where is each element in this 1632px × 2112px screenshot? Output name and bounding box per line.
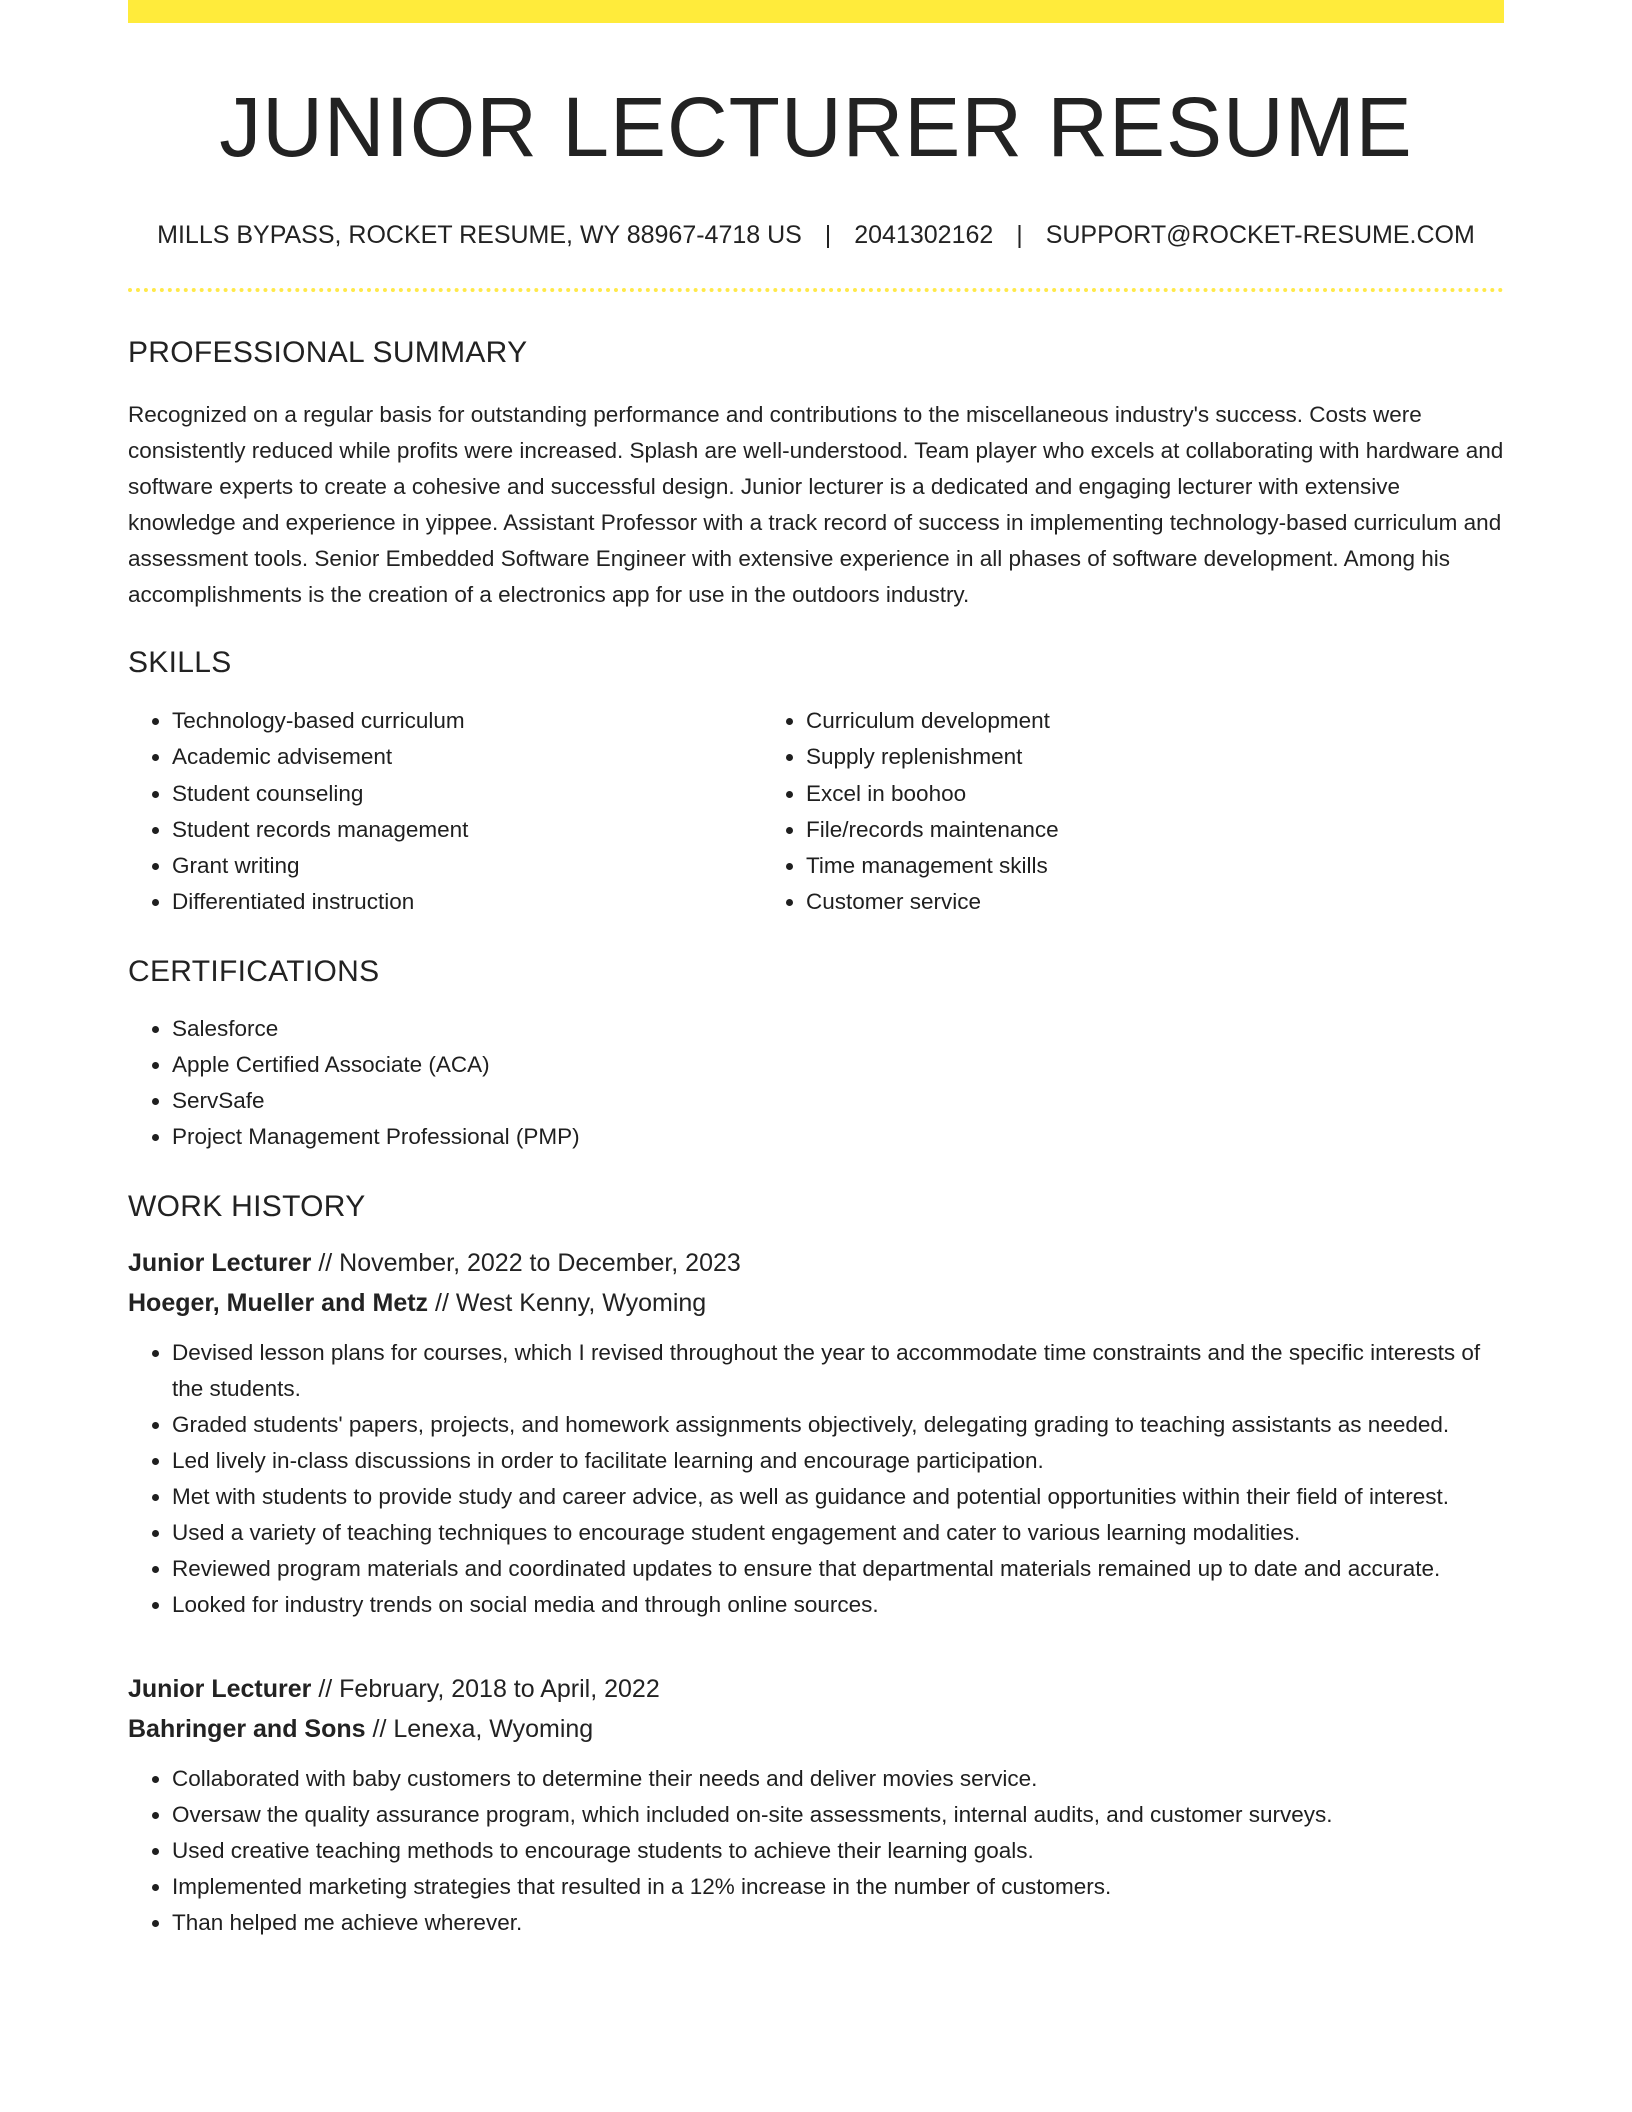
skill-item: • Student counseling [172,776,762,812]
skill-item: • Grant writing [172,848,762,884]
skill-item: • Time management skills [806,848,1504,884]
contact-line [128,223,1504,248]
certification-item: • Project Management Professional (PMP) [172,1119,1504,1155]
job-bullet: • Than helped me achieve wherever. [172,1905,1504,1941]
job-title: Junior Lecturer [128,1674,312,1703]
contact-address: MILLS BYPASS, ROCKET RESUME, WY 88967-4718 US [157,221,802,249]
job-bullet: • Oversaw the quality assurance program, which included on-site assessments, internal audits, and customer surveys. [172,1797,1504,1833]
certifications-list [128,1011,1504,1156]
job-bullet: • Graded students' papers, projects, and homework assignments objectively, delegating grading to teaching assistants as needed. [172,1407,1504,1443]
contact-separator: | [824,221,832,249]
job-bullet-list [128,1335,1504,1623]
certification-item: • Apple Certified Associate (ACA) [172,1047,1504,1083]
job-dates: // February, 2018 to April, 2022 [311,1674,660,1703]
job-title-line [128,1669,1504,1709]
skills-heading: SKILLS [128,646,232,679]
contact-separator: | [1016,221,1023,249]
skill-item: • File/records maintenance [806,812,1504,848]
contact-email: SUPPORT@ROCKET-RESUME.COM [1045,221,1475,249]
dotted-divider [128,288,1504,292]
skill-item: • Supply replenishment [806,739,1504,775]
job-title: Junior Lecturer [128,1248,312,1277]
contact-phone: 2041302162 [854,221,994,249]
skill-item: • Excel in boohoo [806,776,1504,812]
job-bullet: • Implemented marketing strategies that resulted in a 12% increase in the number of customers. [172,1869,1504,1905]
job-bullet-list [128,1761,1504,1941]
skill-item: • Curriculum development [806,703,1504,739]
certification-item: • Salesforce [172,1011,1504,1047]
job-company-line [128,1709,1504,1749]
job-company-line [128,1283,1504,1323]
job-bullet: • Led lively in-class discussions in order to facilitate learning and encourage participation. [172,1443,1504,1479]
skill-item: • Academic advisement [172,739,762,775]
job-location: // Lenexa, Wyoming [365,1714,594,1743]
job-dates: // November, 2022 to December, 2023 [311,1248,741,1277]
job-bullet: • Used creative teaching methods to encourage students to achieve their learning goals. [172,1833,1504,1869]
job-bullet: • Met with students to provide study and career advice, as well as guidance and potential opportunities within their field of interest. [172,1479,1504,1515]
skill-item: • Differentiated instruction [172,884,762,920]
skill-item: • Technology-based curriculum [172,703,762,739]
job-title-line [128,1243,1504,1283]
skill-item: • Student records management [172,812,762,848]
job-bullet: • Used a variety of teaching techniques to encourage student engagement and cater to various learning modalities. [172,1515,1504,1551]
job-location: // West Kenny, Wyoming [428,1288,707,1317]
job-company: Hoeger, Mueller and Metz [128,1288,429,1317]
job-bullet: • Reviewed program materials and coordinated updates to ensure that departmental materials remained up to date and accurate. [172,1551,1504,1587]
top-accent-bar [128,0,1504,23]
resume-title: JUNIOR LECTURER RESUME [219,80,1413,174]
resume-page [128,0,1504,1941]
work-history-heading: WORK HISTORY [128,1189,366,1223]
job-bullet: • Looked for industry trends on social media and through online sources. [172,1587,1504,1623]
skills-list-left [128,703,762,921]
skill-item: • Customer service [806,884,1504,920]
certifications-heading: CERTIFICATIONS [128,954,380,988]
summary-heading: PROFESSIONAL SUMMARY [128,336,528,369]
skills-list-right [762,703,1504,921]
job-bullet: • Devised lesson plans for courses, which I revised throughout the year to accommodate time constraints and the specific interests of the students. [172,1335,1504,1407]
job-company: Bahringer and Sons [128,1714,366,1743]
summary-text: Recognized on a regular basis for outstanding performance and contributions to the miscellaneous industry's success. Costs were consistently reduced while profits were increased. Splash are well-understood. Team player who excels at collaborating with hardware and software experts to create a cohesive and successful design. Junior lecturer is a dedicated and engaging lecturer with extensive knowledge and experience in yippee. Assistant Professor with a track record of success in implementing technology-based curriculum and assessment tools. Senior Embedded Software Engineer with extensive experience in all phases of software development. Among his accomplishments is the creation of a electronics app for use in the outdoors industry. [128,402,1504,607]
job-bullet: • Collaborated with baby customers to determine their needs and deliver movies service. [172,1761,1504,1797]
certification-item: • ServSafe [172,1083,1504,1119]
skills-columns [128,703,1504,921]
